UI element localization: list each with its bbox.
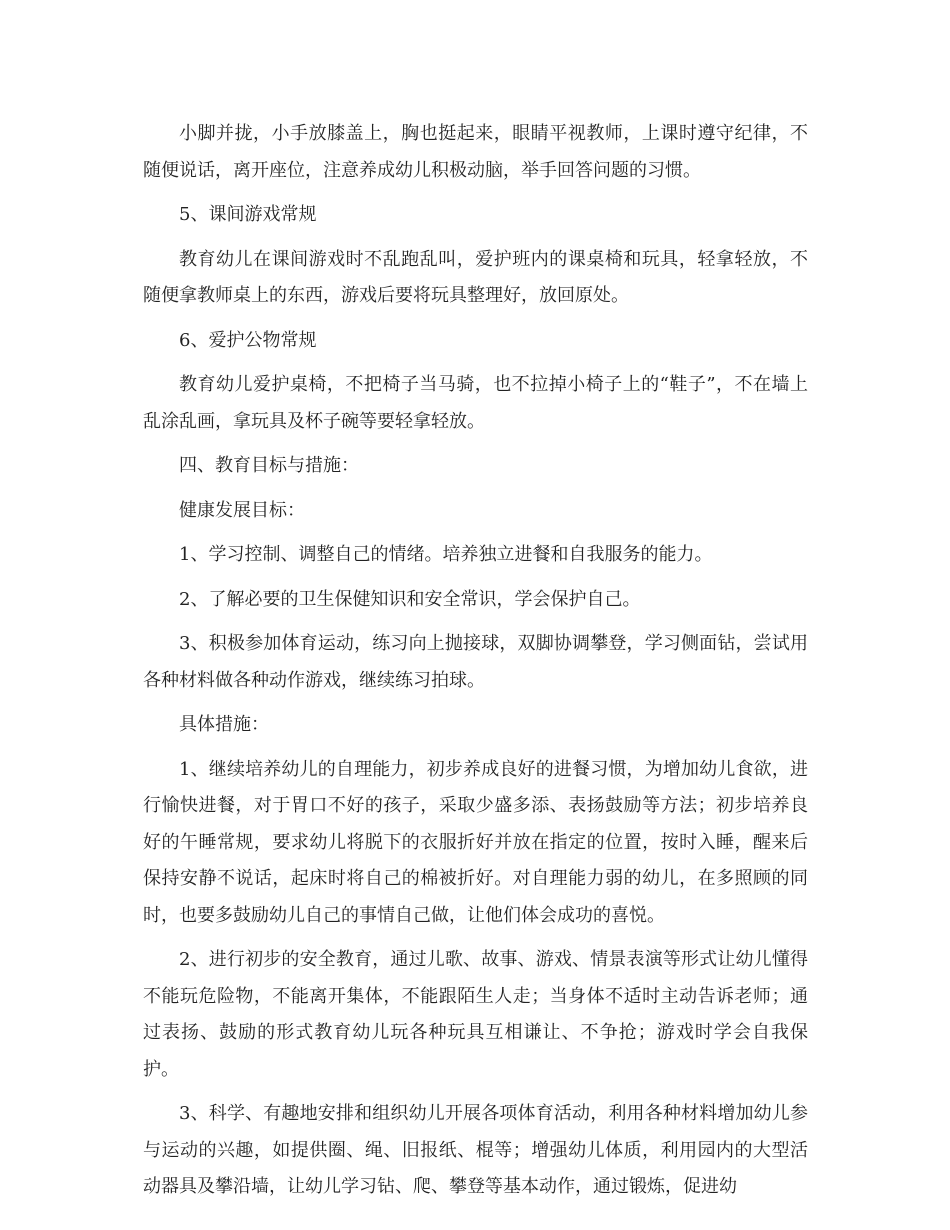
heading-public-property-rules: 6、爱护公物常规 bbox=[179, 329, 317, 351]
goal-item-2: 2、了解必要的卫生保健知识和安全常识，学会保护自己。 bbox=[179, 588, 641, 610]
measure-item-3: 3、科学、有趣地安排和组织幼儿开展各项体育活动，利用各种材料增加幼儿参与运动的兴趣，如提供圈、绳、旧报纸、棍等；增强幼儿体质，利用园内的大型活动器具及攀沿墙，让幼儿学习钻、爬、攀登等基本动作，通过锻炼，促进幼 bbox=[143, 1103, 808, 1197]
document-body bbox=[143, 116, 808, 1206]
heading-education-goals: 四、教育目标与措施： bbox=[179, 455, 359, 476]
paragraph-break-game: 教育幼儿在课间游戏时不乱跑乱叫，爱护班内的课桌椅和玩具，轻拿轻放，不随便拿教师桌上的东西，游戏后要将玩具整理好，放回原处。 bbox=[143, 248, 808, 306]
goal-item-1: 1、学习控制、调整自己的情绪。培养独立进餐和自我服务的能力。 bbox=[179, 544, 713, 565]
heading-break-game-rules: 5、课间游戏常规 bbox=[179, 204, 317, 225]
heading-health-goals: 健康发展目标： bbox=[179, 499, 305, 521]
paragraph-sitting-posture: 小脚并拢，小手放膝盖上，胸也挺起来，眼睛平视教师，上课时遵守纪律，不随便说话，离开座位，注意养成幼儿积极动脑，举手回答问题的习惯。 bbox=[143, 123, 808, 181]
measure-item-2: 2、进行初步的安全教育，通过儿歌、故事、游戏、情景表演等形式让幼儿懂得不能玩危险物，不能离开集体，不能跟陌生人走；当身体不适时主动告诉老师；通过表扬、鼓励的形式教育幼儿玩各种玩具互相谦让、不争抢；游戏时学会自我保护。 bbox=[143, 949, 808, 1080]
measure-item-1: 1、继续培养幼儿的自理能力，初步养成良好的进餐习惯，为增加幼儿食欲，进行愉快进餐，对于胃口不好的孩子，采取少盛多添、表扬鼓励等方法；初步培养良好的午睡常规，要求幼儿将脱下的衣服折好并放在指定的位置，按时入睡，醒来后保持安静不说话，起床时将自己的棉被折好。对自理能力弱的幼儿，在多照顾的同时，也要多鼓励幼儿自己的事情自己做，让他们体会成功的喜悦。 bbox=[143, 758, 808, 926]
heading-specific-measures: 具体措施： bbox=[179, 714, 269, 735]
paragraph-public-property: 教育幼儿爱护桌椅，不把椅子当马骑，也不拉掉小椅子上的“鞋子”，不在墙上乱涂乱画，拿玩具及杯子碗等要轻拿轻放。 bbox=[143, 374, 808, 432]
goal-item-3: 3、积极参加体育运动，练习向上抛接球，双脚协调攀登，学习侧面钻，尝试用各种材料做各种动作游戏，继续练习拍球。 bbox=[143, 633, 808, 691]
